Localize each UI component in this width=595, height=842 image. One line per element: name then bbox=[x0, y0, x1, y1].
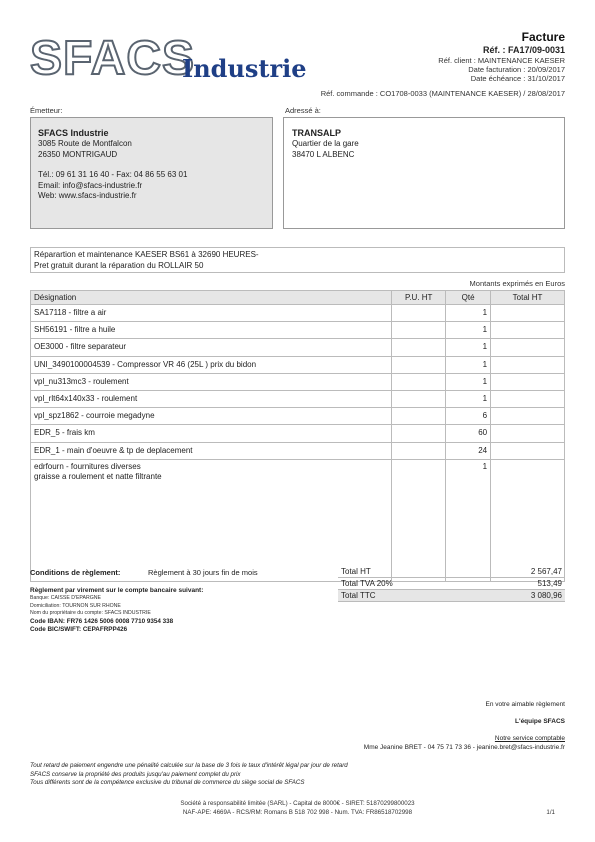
total-label: Total HT bbox=[338, 566, 476, 578]
iban-code: Code IBAN: FR76 1426 5006 0008 7710 9354 338 bbox=[30, 617, 174, 625]
row-qty: 1 bbox=[446, 373, 491, 390]
row-qty: 1 bbox=[446, 339, 491, 356]
header-total: Total HT bbox=[491, 291, 565, 305]
team-signature: L'équipe SFACS bbox=[515, 718, 565, 725]
row-qty: 60 bbox=[446, 425, 491, 442]
table-header-row bbox=[31, 291, 565, 305]
currency-note: Montants exprimés en Euros bbox=[469, 279, 565, 288]
emitter-address2: 26350 MONTRIGAUD bbox=[38, 149, 118, 159]
row-designation: vpl_rlt64x140x33 - roulement bbox=[31, 390, 392, 407]
row-designation-line1: edrfourn - fournitures diverses bbox=[34, 461, 141, 471]
logo-industrie-text: Industrie bbox=[182, 54, 307, 83]
total-value: 513,49 bbox=[476, 578, 565, 590]
bic-code: Code BIC/SWIFT: CEPAFRPP426 bbox=[30, 625, 128, 633]
emitter-email: Email: info@sfacs-industrie.fr bbox=[38, 180, 143, 190]
table-row bbox=[31, 459, 565, 581]
order-ref: Réf. commande : CO1708-0033 (MAINTENANCE KAESER) / 28/08/2017 bbox=[320, 89, 565, 98]
payment-conditions bbox=[30, 568, 258, 577]
row-designation: OE3000 - filtre separateur bbox=[31, 339, 392, 356]
page-number: 1/1 bbox=[546, 809, 555, 816]
recipient-address2: 38470 L ALBENC bbox=[292, 149, 355, 159]
header-pu: P.U. HT bbox=[392, 291, 446, 305]
date-echeance: Date échéance : 31/10/2017 bbox=[470, 74, 565, 83]
header-qty: Qté bbox=[446, 291, 491, 305]
totals-table bbox=[338, 566, 565, 602]
table-row bbox=[31, 356, 565, 373]
row-qty: 1 bbox=[446, 305, 491, 322]
description-line1: Réparartion et maintenance KAESER BS61 à 32690 HEURES- bbox=[34, 250, 259, 259]
row-designation: EDR_5 - frais km bbox=[31, 425, 392, 442]
bank-transfer-info bbox=[30, 586, 320, 634]
header-designation: Désignation bbox=[31, 291, 392, 305]
recipient-address1: Quartier de la gare bbox=[292, 139, 359, 148]
emitter-name: SFACS Industrie bbox=[38, 128, 109, 138]
row-qty: 1 bbox=[446, 356, 491, 373]
emitter-label: Émetteur: bbox=[30, 106, 63, 115]
regards-text: En votre aimable règlement bbox=[485, 701, 565, 708]
total-tva-row bbox=[338, 578, 565, 590]
row-qty: 1 bbox=[446, 322, 491, 339]
total-label: Total TVA 20% bbox=[338, 578, 476, 590]
items-table bbox=[30, 290, 565, 582]
table-row bbox=[31, 373, 565, 390]
bank-name: Banque: CAISSE D'EPARGNE bbox=[30, 595, 101, 601]
accounting-contact: Mme Jeanine BRET - 04 75 71 73 36 - jeanine.bret@sfacs-industrie.fr bbox=[363, 744, 565, 751]
conditions-label: Conditions de règlement: bbox=[30, 568, 121, 577]
company-footer bbox=[0, 800, 595, 817]
table-row bbox=[31, 390, 565, 407]
row-designation: UNI_3490100004539 - Compressor VR 46 (25L ) prix du bidon bbox=[31, 356, 392, 373]
penalty-line2: SFACS conserve la propriété des produits jusqu'au paiement complet du prix bbox=[30, 770, 241, 778]
invoice-ref: Réf. : FA17/09-0031 bbox=[482, 45, 565, 55]
invoice-description bbox=[30, 247, 565, 273]
client-ref: Réf. client : MAINTENANCE KAESER bbox=[438, 56, 565, 65]
recipient-box bbox=[283, 117, 565, 229]
legal-notes bbox=[30, 762, 348, 788]
table-row bbox=[31, 425, 565, 442]
row-qty: 24 bbox=[446, 442, 491, 459]
emitter-web: Web: www.sfacs-industrie.fr bbox=[38, 191, 137, 200]
row-designation: SH56191 - filtre a huile bbox=[31, 322, 392, 339]
footer-line1: Société à responsabilité limitée (SARL) - Capital de 8000€ - SIRET: 51870299800023 bbox=[180, 800, 415, 807]
total-value: 2 567,47 bbox=[476, 566, 565, 578]
recipient-name: TRANSALP bbox=[292, 128, 341, 138]
invoice-header bbox=[438, 30, 565, 83]
transfer-title: Règlement par virement sur le compte bancaire suivant: bbox=[30, 587, 204, 594]
row-designation-line2: graisse a roulement et natte filtrante bbox=[34, 471, 162, 481]
invoice-title: Facture bbox=[521, 30, 565, 44]
row-qty: 6 bbox=[446, 408, 491, 425]
table-row bbox=[31, 305, 565, 322]
company-logo bbox=[30, 34, 330, 94]
penalty-line1: Tout retard de paiement engendre une pénalité calculée sur la base de 3 fois le taux d'intérêt légal par jour de retard bbox=[30, 762, 348, 769]
row-qty: 1 bbox=[446, 459, 491, 581]
total-ht-row bbox=[338, 566, 565, 578]
row-designation: EDR_1 - main d'oeuvre & tp de deplacement bbox=[31, 442, 392, 459]
accounting-service: Notre service comptable bbox=[494, 735, 565, 742]
penalty-line3: Tous différents sont de la compétence exclusive du tribunal de commerce du siège social de SFACS bbox=[30, 779, 305, 786]
emitter-address1: 3085 Route de Montfalcon bbox=[38, 139, 132, 148]
row-designation bbox=[31, 459, 392, 581]
row-designation: vpl_nu313mc3 - roulement bbox=[31, 373, 392, 390]
footer-line2: NAF-APE: 4669A - RCS/RM: Romans B 518 702 998 - Num. TVA: FR86518702998 bbox=[182, 808, 413, 816]
recipient-label: Adressé à: bbox=[285, 106, 321, 115]
table-row bbox=[31, 339, 565, 356]
conditions-value: Règlement à 30 jours fin de mois bbox=[148, 568, 258, 577]
date-facturation: Date facturation : 20/09/2017 bbox=[468, 65, 565, 74]
emitter-box bbox=[30, 117, 273, 229]
bank-domiciliation: Domiciliation: TOURNON SUR RHONE bbox=[30, 602, 121, 609]
description-line2: Pret gratuit durant la réparation du ROLLAIR 50 bbox=[34, 260, 204, 270]
emitter-phone: Tél.: 09 61 31 16 40 - Fax: 04 86 55 63 01 bbox=[38, 170, 188, 179]
account-owner: Nom du propriétaire du compte: SFACS INDUSTRIE bbox=[30, 610, 151, 616]
row-designation: SA17118 - filtre a air bbox=[31, 305, 392, 322]
logo-sfacs-text: SFACS bbox=[30, 32, 196, 85]
total-label: Total TTC bbox=[338, 590, 476, 602]
table-row bbox=[31, 322, 565, 339]
total-ttc-row bbox=[338, 590, 565, 602]
total-value: 3 080,96 bbox=[476, 590, 565, 602]
table-row bbox=[31, 442, 565, 459]
row-qty: 1 bbox=[446, 390, 491, 407]
table-row bbox=[31, 408, 565, 425]
row-designation: vpl_spz1862 - courroie megadyne bbox=[31, 408, 392, 425]
